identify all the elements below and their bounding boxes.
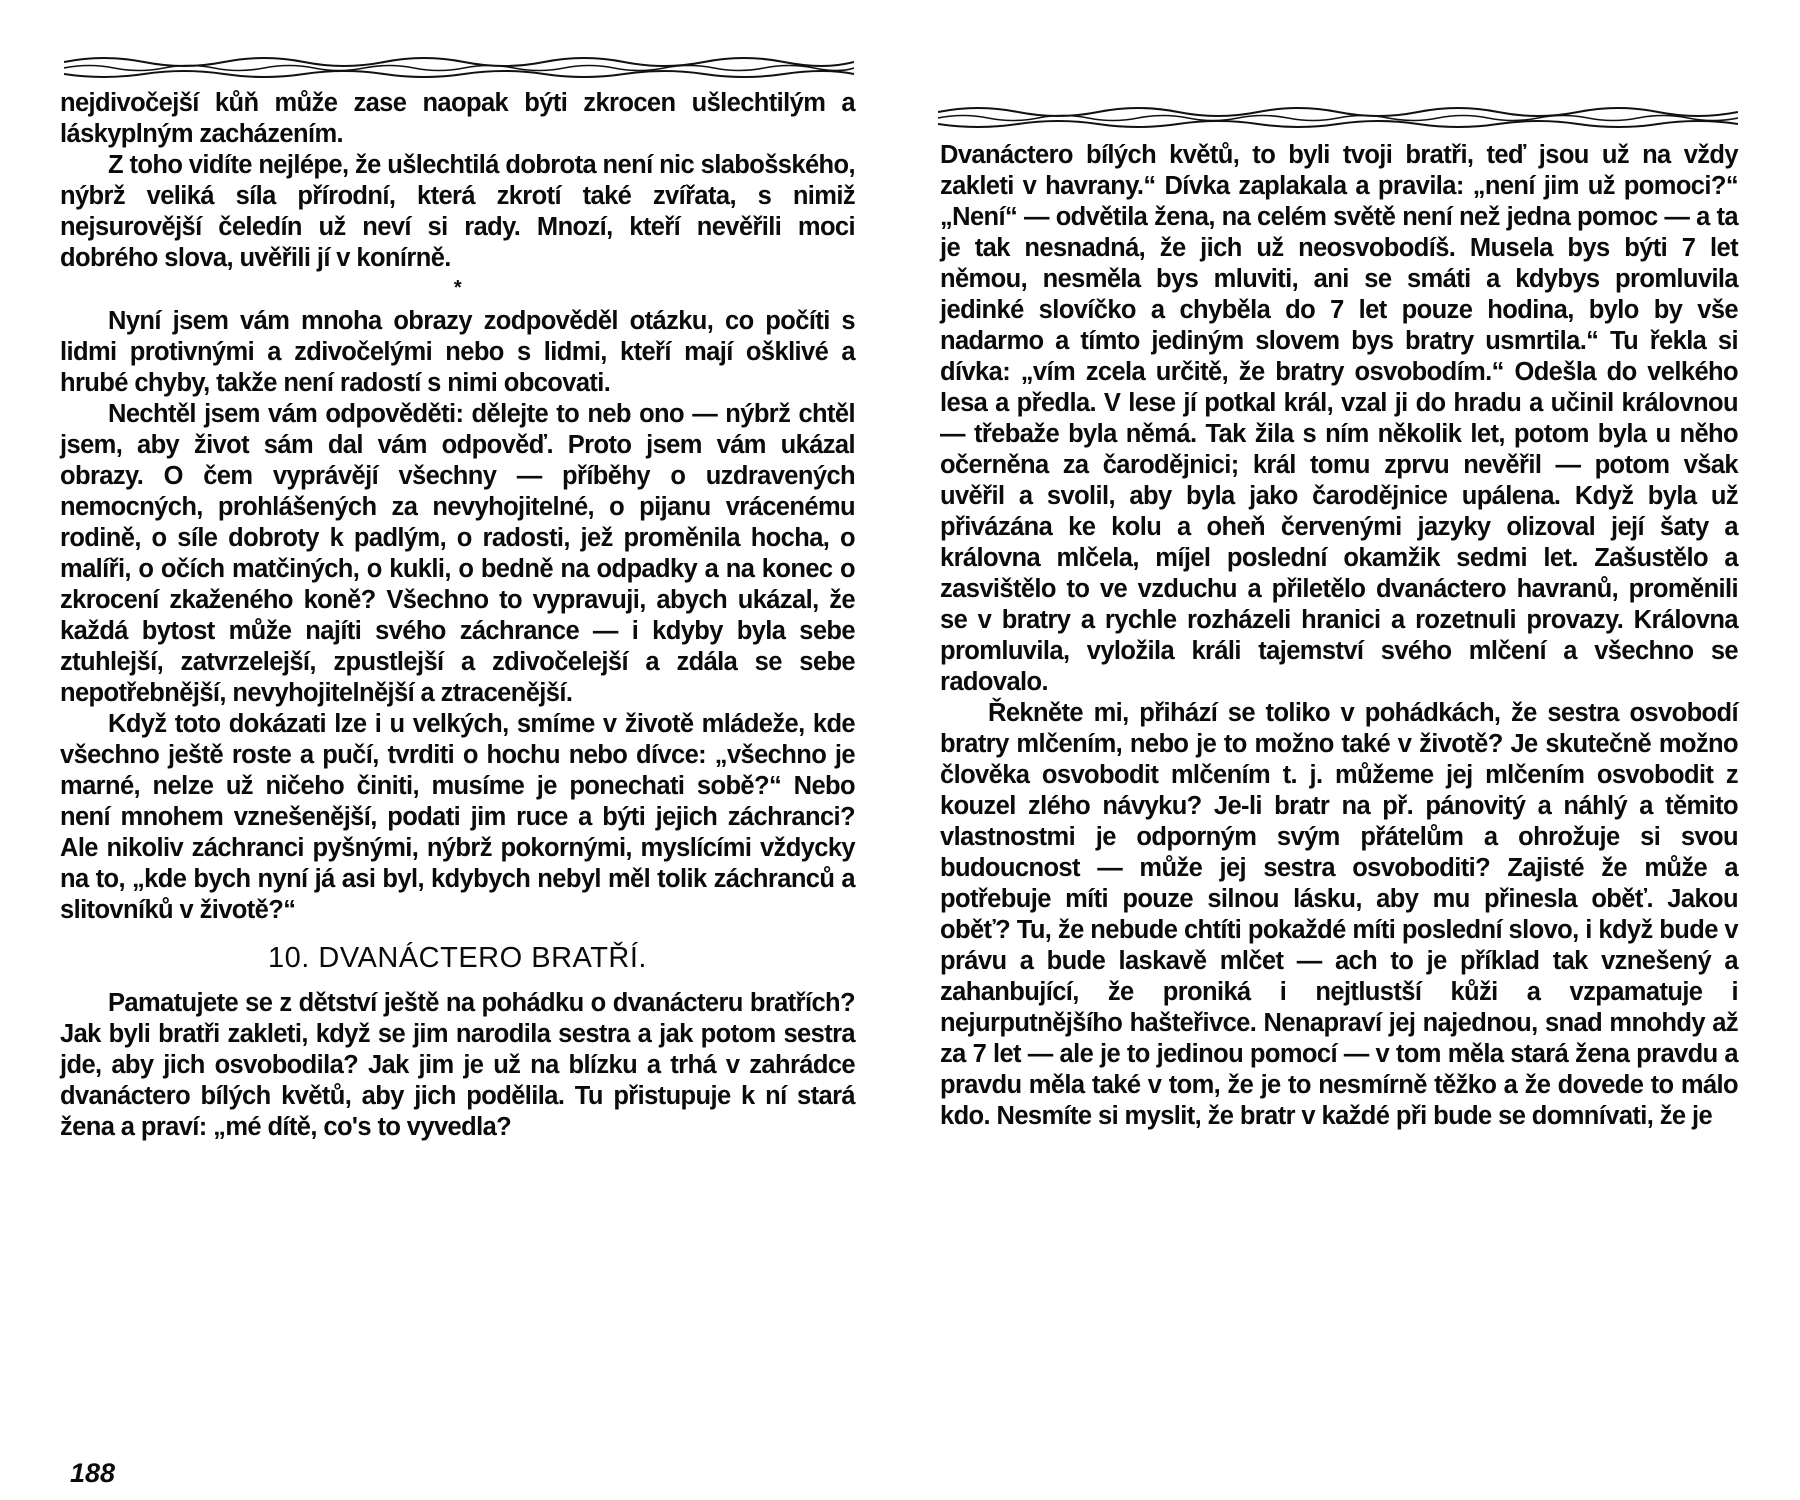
page-number: 188	[70, 1458, 116, 1488]
paragraph: nejdivočejší kůň může zase naopak býti zkrocen ušlechtilým a láskyplným zacházením.	[60, 89, 855, 148]
ornamental-rule	[64, 52, 854, 82]
paragraph: Když toto dokázati lze i u velkých, smíme v životě mládeže, kde všechno ještě roste a pučí, tvrditi o hochu nebo dívce: „všechno je marné, nelze už ničeho činiti, musíme je ponechati sobě?“ Nebo není mnohem vznešenější, podati jim ruce a býti jejich záchranci? Ale nikoliv záchranci pyšnými, nýbrž pokornými, myslícími vždycky na to, „kde bych nyní já asi byl, kdybych nebyl měl tolik záchranců a slitovníků v životě?“	[60, 710, 855, 924]
ornamental-rule	[938, 102, 1738, 132]
paragraph: Pamatujete se z dětství ještě na pohádku o dvanácteru bratřích? Jak byli bratři zakleti, když se jim narodila sestra a jak potom sestra jde, aby jich osvobodila? Jak jim je už na blízku a trhá v zahrádce dvanáctero bílých květů, aby jich podělila. Tu přistupuje k ní stará žena a praví: „mé dítě, co's to vyvedla?	[60, 989, 855, 1141]
paragraph: Dvanáctero bílých květů, to byli tvoji bratři, teď jsou už na vždy zakleti v havrany.“ Dívka zaplakala a pravila: „není jim už pomoci?“ „Není“ — odvětila žena, na celém světě není než jedna pomoc — a ta je tak nesnadná, že jich už neosvobodíš. Musela bys býti 7 let němou, nesměla bys mluviti, ani se smáti a kdybys promluvila jedinké slovíčko a chyběla do 7 let pouze hodina, bylo by vše nadarmo a tímto jediným slovem bys bratry usmrtila.“ Tu řekla si dívka: „vím zcela určitě, že bratry osvobodím.“ Odešla do velkého lesa a předla. V lese jí potkal král, vzal ji do hradu a učinil královnou — třebaže byla němá. Tak žila s ním několik let, potom byla u něho očerněna za čarodějnici; král tomu zprvu nevěřil — potom však uvěřil a svolil, aby byla jako čarodějnice upálena. Když byla už přivázána ke kolu a oheň červenými jazyky olizoval její šaty a královna mlčela, míjel poslední okamžik sedmi let. Zašustělo a zasvištělo to ve vzduchu a přiletělo dvanáctero havranů, proměnili se v bratry a rychle rozházeli hranici a rozetnuli provazy. Královna promluvila, vyložila králi tajemství svého mlčení a všechno se radovalo.	[940, 141, 1738, 696]
paragraph: Nechtěl jsem vám odpověděti: dělejte to neb ono — nýbrž chtěl jsem, aby život sám dal vám odpověď. Proto jsem vám ukázal obrazy. O čem vyprávějí všechny — příběhy o uzdravených nemocných, prohlášených za nevyhojitelné, o pijanu vrácenému rodině, o síle dobroty k padlým, o radosti, jež proměnila hocha, o malíři, o očích matčiných, o kukli, o bedně na odpadky a na konec o zkrocení zkaženého koně? Všechno to vypravuji, abych ukázal, že každá bytost může najíti svého záchrance — i kdyby byla sebe ztuhlejší, zatvrzelejší, zpustlejší a zdivočelejší a zdála se sebe nepotřebnější, nevyhojitelnější a ztracenější.	[60, 400, 855, 707]
paragraph: Z toho vidíte nejlépe, že ušlechtilá dobrota není nic slabošského, nýbrž veliká síla přírodní, která zkrotí také zvířata, s nimiž nejsurovější čeledín už neví si rady. Mnozí, kteří nevěřili moci dobrého slova, uvěřili jí v konírně.	[60, 151, 855, 272]
paragraph: Nyní jsem vám mnoha obrazy zodpověděl otázku, co počíti s lidmi protivnými a zdivočelými nebo s lidmi, kteří mají ošklivé a hrubé chyby, takže není radostí s nimi obcovati.	[60, 307, 855, 397]
right-text-column	[940, 140, 1738, 1132]
paragraph: Řekněte mi, přihází se toliko v pohádkách, že sestra osvobodí bratry mlčením, nebo je to možno také v životě? Je skutečně možno člověka osvobodit mlčením t. j. můžeme jej mlčením osvobodit z kouzel zlého návyku? Je-li bratr na př. pánovitý a náhlý a těmito vlastnostmi je odporným svým přátelům a ohrožuje si svou budoucnost — může jej sestra osvoboditi? Zajisté že může a potřebuje míti pouze silnou lásku, aby mu přinesla oběť. Jakou oběť? Tu, že nebude chtíti pokaždé míti poslední slovo, i když bude v právu a bude laskavě mlčet — ach to je příklad tak vznešený a zahanbující, že proniká i nejtlustší kůži a vzpamatuje i nejurputnějšího hašteřivce. Nenapraví jej najednou, snad mnohdy až za 7 let — ale je to jedinou pomocí — v tom měla stará žena pravdu a pravdu měla také v tom, že je to nesmírně těžko a že dovede to málo kdo. Nesmíte si myslit, že bratr v každé při bude se domnívati, že je	[940, 699, 1738, 1130]
chapter-heading: 10. DVANÁCTERO BRATŘÍ.	[268, 942, 647, 974]
right-page	[900, 0, 1800, 1500]
section-separator: *	[453, 277, 462, 299]
left-text-column	[60, 88, 855, 1143]
